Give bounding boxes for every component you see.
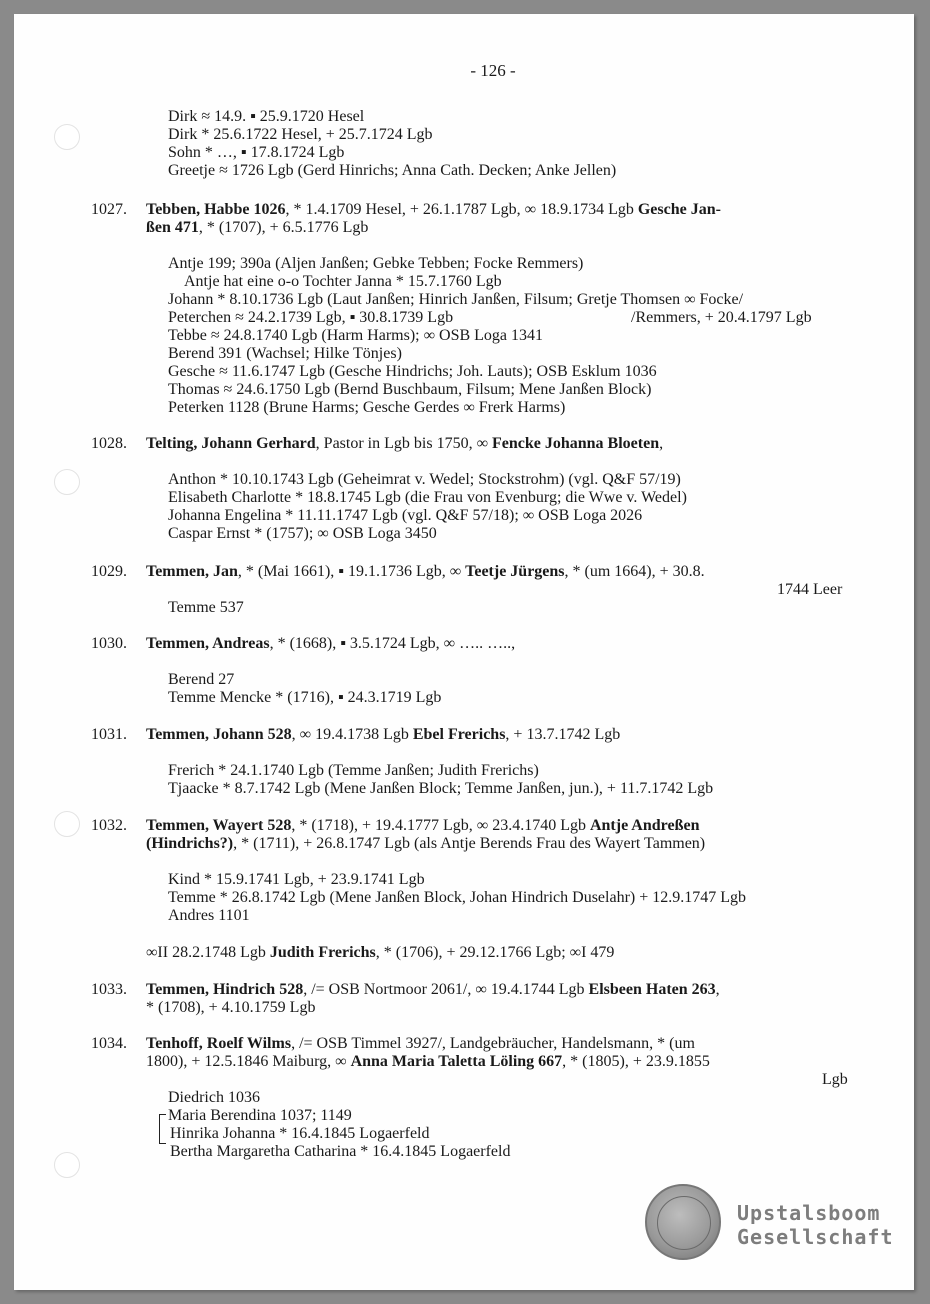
page-number: - 126 - xyxy=(470,61,516,80)
spouse-name: Elsbeen Haten 263 xyxy=(588,981,716,998)
entry-details: , * (Mai 1661), ▪ 19.1.1736 Lgb, ∞ xyxy=(237,563,466,580)
entry-header xyxy=(146,563,705,581)
child-line: Gesche ≈ 11.6.1747 Lgb (Gesche Hindrichs; Joh. Lauts); OSB Esklum 1036 xyxy=(168,363,657,380)
entry-number: 1027. xyxy=(91,201,127,218)
text-line: Dirk * 25.6.1722 Hesel, + 25.7.1724 Lgb xyxy=(168,126,433,143)
entry-details: , Pastor in Lgb bis 1750, ∞ xyxy=(315,435,492,452)
child-line: Johann * 8.10.1736 Lgb (Laut Janßen; Hinrich Janßen, Filsum; Gretje Thomsen ∞ Focke/ xyxy=(168,291,744,308)
society-seal-image xyxy=(645,1184,721,1260)
child-line-cont: /Remmers, + 20.4.1797 Lgb xyxy=(631,309,812,326)
twins-bracket xyxy=(159,1114,166,1144)
person-name: Tebben, Habbe 1026 xyxy=(146,201,286,218)
entry-details: ∞II 28.2.1748 Lgb xyxy=(146,944,270,961)
entry-number: 1033. xyxy=(91,981,127,998)
society-logo xyxy=(737,1201,894,1249)
punch-hole-mid xyxy=(54,469,80,495)
child-note: Antje hat eine o-o Tochter Janna * 15.7.1760 Lgb xyxy=(184,273,502,290)
entry-number: 1031. xyxy=(91,726,127,743)
child-line: Kind * 15.9.1741 Lgb, + 23.9.1741 Lgb xyxy=(168,871,425,888)
seal-ring xyxy=(657,1196,711,1250)
child-line: Anthon * 10.10.1743 Lgb (Geheimrat v. Wedel; Stockstrohm) (vgl. Q&F 57/19) xyxy=(168,471,681,488)
child-line: Andres 1101 xyxy=(168,907,250,924)
child-line: Maria Berendina 1037; 1149 xyxy=(168,1107,352,1124)
text-line: Greetje ≈ 1726 Lgb (Gerd Hinrichs; Anna Cath. Decken; Anke Jellen) xyxy=(168,162,617,179)
entry-header xyxy=(146,726,620,744)
spouse-name: (Hindrichs?) xyxy=(146,835,234,852)
person-name: Temmen, Andreas xyxy=(146,635,270,652)
entry-header-cont: 1744 Leer xyxy=(777,581,843,598)
entry-details: , * (um 1664), + 30.8. xyxy=(564,563,705,580)
entry-details: , xyxy=(659,435,664,452)
spouse-name: ßen 471 xyxy=(146,219,199,236)
text-line: Sohn * …, ▪ 17.8.1724 Lgb xyxy=(168,144,345,161)
entry-header-cont: * (1708), + 4.10.1759 Lgb xyxy=(146,999,316,1016)
entry-details: , + 13.7.1742 Lgb xyxy=(505,726,621,743)
child-line: Caspar Ernst * (1757); ∞ OSB Loga 3450 xyxy=(168,525,437,542)
spouse-name: Teetje Jürgens xyxy=(465,563,565,580)
spouse-name: Judith Frerichs xyxy=(269,944,376,961)
entry-header xyxy=(146,201,721,219)
child-line: Berend 27 xyxy=(168,671,235,688)
child-line: Berend 391 (Wachsel; Hilke Tönjes) xyxy=(168,345,402,362)
child-line-twin: Bertha Margaretha Catharina * 16.4.1845 Logaerfeld xyxy=(170,1143,511,1160)
entry-header-cont xyxy=(146,1053,710,1071)
spouse-name: Antje Andreßen xyxy=(589,817,700,834)
child-line: Diedrich 1036 xyxy=(168,1089,260,1106)
person-name: Tenhoff, Roelf Wilms xyxy=(146,1035,292,1052)
child-line: Peterchen ≈ 24.2.1739 Lgb, ▪ 30.8.1739 Lgb xyxy=(168,309,454,326)
entry-details: , /= OSB Nortmoor 2061/, ∞ 19.4.1744 Lgb xyxy=(303,981,589,998)
child-line: Elisabeth Charlotte * 18.8.1745 Lgb (die Frau von Evenburg; die Wwe v. Wedel) xyxy=(168,489,687,506)
entry-details: , * 1.4.1709 Hesel, + 26.1.1787 Lgb, ∞ 18.9.1734 Lgb xyxy=(285,201,638,218)
entry-header xyxy=(146,817,699,835)
entry-number: 1030. xyxy=(91,635,127,652)
entry-details: , xyxy=(715,981,720,998)
entry-details: , * (1718), + 19.4.1777 Lgb, ∞ 23.4.1740 Lgb xyxy=(291,817,590,834)
entry-details: , * (1668), ▪ 3.5.1724 Lgb, ∞ ….. ….., xyxy=(269,635,516,652)
entry-header-cont: Lgb xyxy=(822,1071,848,1088)
entry-header-cont xyxy=(146,219,368,237)
child-line: Tebbe ≈ 24.8.1740 Lgb (Harm Harms); ∞ OSB Loga 1341 xyxy=(168,327,544,344)
child-line: Temme * 26.8.1742 Lgb (Mene Janßen Block, Johan Hindrich Duselahr) + 12.9.1747 Lgb xyxy=(168,889,747,906)
child-line: Peterken 1128 (Brune Harms; Gesche Gerdes ∞ Frerk Harms) xyxy=(168,399,566,416)
spouse-name: Anna Maria Taletta Löling 667 xyxy=(350,1053,563,1070)
child-line: Antje 199; 390a (Aljen Janßen; Gebke Tebben; Focke Remmers) xyxy=(168,255,584,272)
child-line: Frerich * 24.1.1740 Lgb (Temme Janßen; Judith Frerichs) xyxy=(168,762,539,779)
punch-hole-bottom xyxy=(54,1152,80,1178)
second-marriage xyxy=(146,944,614,962)
entry-details: , * (1706), + 29.12.1766 Lgb; ∞I 479 xyxy=(375,944,615,961)
child-line: Tjaacke * 8.7.1742 Lgb (Mene Janßen Block; Temme Janßen, jun.), + 11.7.1742 Lgb xyxy=(168,780,714,797)
spouse-name: Gesche Jan- xyxy=(637,201,721,218)
person-name: Telting, Johann Gerhard xyxy=(146,435,316,452)
spouse-name: Ebel Frerichs xyxy=(412,726,506,743)
person-name: Temmen, Jan xyxy=(146,563,238,580)
entry-details: , * (1805), + 23.9.1855 xyxy=(562,1053,710,1070)
person-name: Temmen, Hindrich 528 xyxy=(146,981,304,998)
entry-details: , * (1711), + 26.8.1747 Lgb (als Antje Berends Frau des Wayert Tammen) xyxy=(233,835,706,852)
entry-header xyxy=(146,981,720,999)
child-line-twin: Hinrika Johanna * 16.4.1845 Logaerfeld xyxy=(170,1125,430,1142)
punch-hole-lower xyxy=(54,811,80,837)
entry-number: 1032. xyxy=(91,817,127,834)
entry-number: 1034. xyxy=(91,1035,127,1052)
child-line: Temme Mencke * (1716), ▪ 24.3.1719 Lgb xyxy=(168,689,442,706)
entry-number: 1028. xyxy=(91,435,127,452)
entry-details: , /= OSB Timmel 3927/, Landgebräucher, Handelsmann, * (um xyxy=(291,1035,695,1052)
spouse-name: Fencke Johanna Bloeten xyxy=(491,435,660,452)
punch-hole-top xyxy=(54,124,80,150)
entry-header xyxy=(146,635,515,653)
child-line: Thomas ≈ 24.6.1750 Lgb (Bernd Buschbaum, Filsum; Mene Janßen Block) xyxy=(168,381,652,398)
entry-details: , * (1707), + 6.5.1776 Lgb xyxy=(198,219,369,236)
entry-header xyxy=(146,1035,695,1053)
entry-header xyxy=(146,435,663,453)
person-name: Temmen, Johann 528 xyxy=(146,726,292,743)
entry-number: 1029. xyxy=(91,563,127,580)
person-name: Temmen, Wayert 528 xyxy=(146,817,292,834)
entry-details: , ∞ 19.4.1738 Lgb xyxy=(291,726,413,743)
entry-header-cont xyxy=(146,835,705,853)
logo-line-1: Upstalsboom xyxy=(737,1201,881,1225)
entry-details: 1800), + 12.5.1846 Maiburg, ∞ xyxy=(146,1053,351,1070)
child-line: Temme 537 xyxy=(168,599,244,616)
text-line: Dirk ≈ 14.9. ▪ 25.9.1720 Hesel xyxy=(168,108,365,125)
logo-line-2: Gesellschaft xyxy=(737,1225,894,1249)
child-line: Johanna Engelina * 11.11.1747 Lgb (vgl. Q&F 57/18); ∞ OSB Loga 2026 xyxy=(168,507,643,524)
